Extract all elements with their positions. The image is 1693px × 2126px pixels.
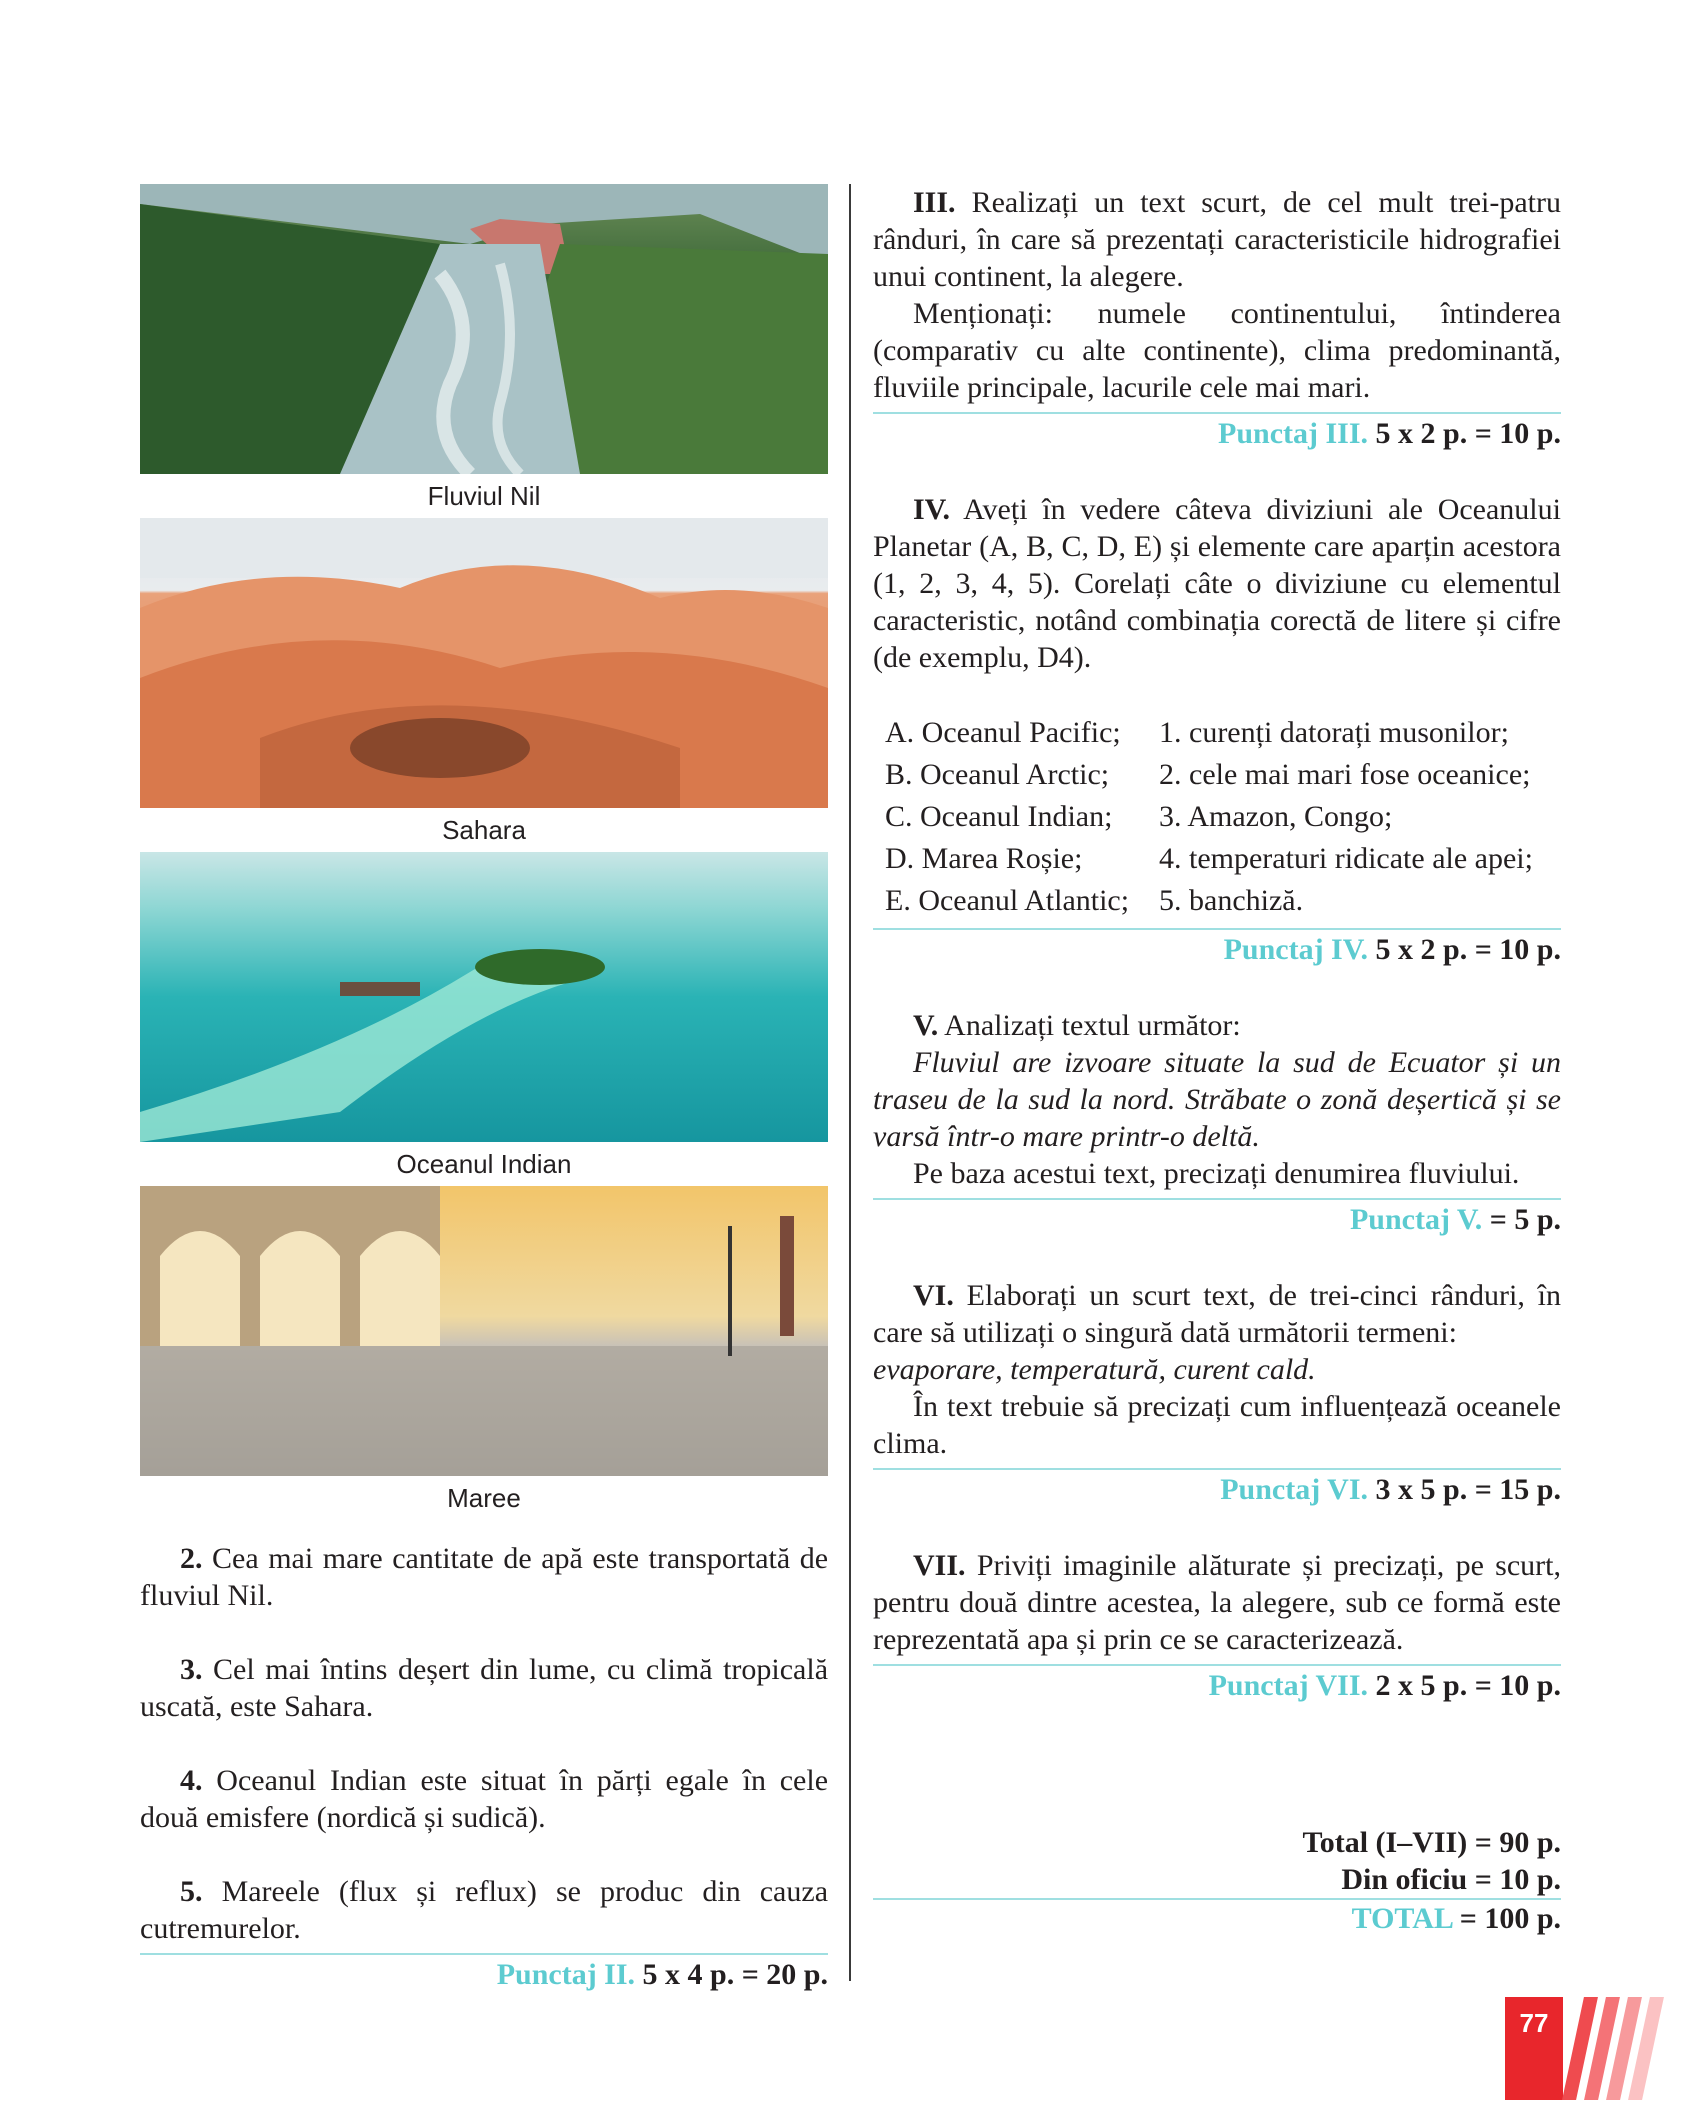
section-3-text — [873, 184, 1561, 295]
section-number: III. — [913, 186, 956, 219]
section-text: Elaborați un scurt text, de trei-cinci rânduri, în care să utilizați o singură dată următorii termeni: — [873, 1279, 1561, 1349]
score-value: 5 x 2 p. = 10 p. — [1375, 933, 1561, 966]
score-value: = 5 p. — [1489, 1203, 1561, 1236]
item-text: Mareele (flux și reflux) se produc din cauza cutremurelor. — [140, 1875, 829, 1945]
grand-total-value: = 100 p. — [1459, 1902, 1561, 1935]
photo-caption: Fluviul Nil — [427, 481, 541, 511]
match-left-item: E. Oceanul Atlantic; — [885, 884, 1130, 917]
section-text: Analizați textul următor: — [944, 1009, 1241, 1042]
section-text: Priviți imaginile alăturate și precizați, pe scurt, pentru două dintre acestea, la alegere, sub ce formă este reprezentată apa și prin ce se caracterizează. — [873, 1549, 1562, 1656]
section-5-quote: Fluviul are izvoare situate la sud de Ecuator și un traseu de la sud la nord. Străbate o zonă deșertică și se varsă într-o mare printr-o deltă. — [873, 1046, 1561, 1153]
grand-total-label: TOTAL — [1351, 1902, 1453, 1935]
score-value: 5 x 2 p. = 10 p. — [1375, 417, 1561, 450]
indian-ocean-photo — [140, 852, 828, 1142]
item-text: Cea mai mare cantitate de apă este transportată de fluviul Nil. — [140, 1542, 829, 1612]
statement-4 — [140, 1762, 828, 1836]
section-6-text-2: În text trebuie să precizați cum influențează oceanele clima. — [873, 1390, 1561, 1460]
score-line-6 — [873, 1468, 1561, 1510]
score-label: Punctaj III. — [1218, 417, 1369, 450]
section-6-terms: evaporare, temperatură, curent cald. — [873, 1353, 1316, 1386]
section-3-text-2: Menționați: numele continentului, întinderea (comparativ cu alte continente), clima predominantă, fluviile principale, lacurile cele mai mari. — [873, 297, 1561, 404]
score-line-3 — [873, 412, 1561, 454]
match-left-item: A. Oceanul Pacific; — [885, 716, 1121, 749]
match-left-item: C. Oceanul Indian; — [885, 800, 1113, 833]
score-value: 2 x 5 p. = 10 p. — [1375, 1669, 1561, 1702]
grand-total-line — [873, 1898, 1561, 1937]
score-line-7 — [873, 1664, 1561, 1706]
section-5-text-2: Pe baza acestui text, precizați denumirea fluviului. — [913, 1157, 1520, 1190]
statement-5 — [140, 1873, 828, 1947]
score-value: 5 x 4 p. = 20 p. — [642, 1958, 828, 1991]
photo-caption: Maree — [447, 1483, 521, 1513]
score-line-2 — [140, 1953, 828, 1995]
right-column — [873, 184, 1561, 1937]
section-6-text — [873, 1277, 1561, 1351]
score-line-5 — [873, 1198, 1561, 1240]
page-number-badge — [1505, 1997, 1563, 2100]
section-7-text — [873, 1547, 1561, 1658]
section-text: Realizați un text scurt, de cel mult trei-patru rânduri, în care să prezentați caracteristicile hidrografiei unui continent, la alegere. — [873, 186, 1562, 293]
tide-photo — [140, 1186, 828, 1476]
score-label: Punctaj VII. — [1208, 1669, 1369, 1702]
page-number: 77 — [1519, 2008, 1549, 2038]
score-label: Punctaj II. — [496, 1958, 636, 1991]
section-text: Aveți în vedere câteva diviziuni ale Oceanului Planetar (A, B, C, D, E) și elemente care aparțin acestora (1, 2, 3, 4, 5). Corelați câte o diviziune cu elementul caracteristic, notând combinația corectă de litere și cifre (de exemplu, D4). — [873, 493, 1561, 674]
nile-river-photo — [140, 184, 828, 474]
item-text: Cel mai întins deșert din lume, cu climă tropicală uscată, este Sahara. — [140, 1653, 829, 1723]
column-divider — [849, 184, 851, 1981]
score-label: Punctaj VI. — [1220, 1473, 1369, 1506]
item-number: 2. — [180, 1542, 203, 1575]
photo-caption: Sahara — [442, 815, 526, 845]
item-number: 5. — [180, 1875, 203, 1908]
section-number: IV. — [913, 493, 950, 526]
item-number: 4. — [180, 1764, 203, 1797]
totals-block — [873, 1824, 1561, 1937]
match-left-item: B. Oceanul Arctic; — [885, 758, 1110, 791]
section-5-text — [873, 1007, 1561, 1044]
statement-3 — [140, 1651, 828, 1725]
score-label: Punctaj IV. — [1223, 933, 1369, 966]
statement-2 — [140, 1540, 828, 1614]
photo-caption: Oceanul Indian — [396, 1149, 572, 1179]
din-oficiu-line: Din oficiu = 10 p. — [1341, 1863, 1561, 1896]
match-right-item: 5. banchiză. — [1159, 884, 1304, 917]
matching-table — [885, 712, 1561, 922]
score-label: Punctaj V. — [1349, 1203, 1483, 1236]
section-number: V. — [913, 1009, 939, 1042]
match-right-item: 4. temperaturi ridicate ale apei; — [1159, 842, 1533, 875]
score-line-4 — [873, 928, 1561, 970]
match-left-item: D. Marea Roșie; — [885, 842, 1083, 875]
match-right-item: 2. cele mai mari fose oceanice; — [1159, 758, 1531, 791]
match-right-item: 3. Amazon, Congo; — [1159, 800, 1393, 833]
score-value: 3 x 5 p. = 15 p. — [1375, 1473, 1561, 1506]
item-number: 3. — [180, 1653, 203, 1686]
sahara-photo — [140, 518, 828, 808]
section-number: VI. — [913, 1279, 954, 1312]
match-right-item: 1. curenți datorați musonilor; — [1159, 716, 1509, 749]
item-text: Oceanul Indian este situat în părți egale în cele două emisfere (nordică și sudică). — [140, 1764, 829, 1834]
section-4-text — [873, 491, 1561, 676]
section-number: VII. — [913, 1549, 966, 1582]
left-column — [140, 184, 828, 1995]
total-line: Total (I–VII) = 90 p. — [1302, 1826, 1561, 1859]
